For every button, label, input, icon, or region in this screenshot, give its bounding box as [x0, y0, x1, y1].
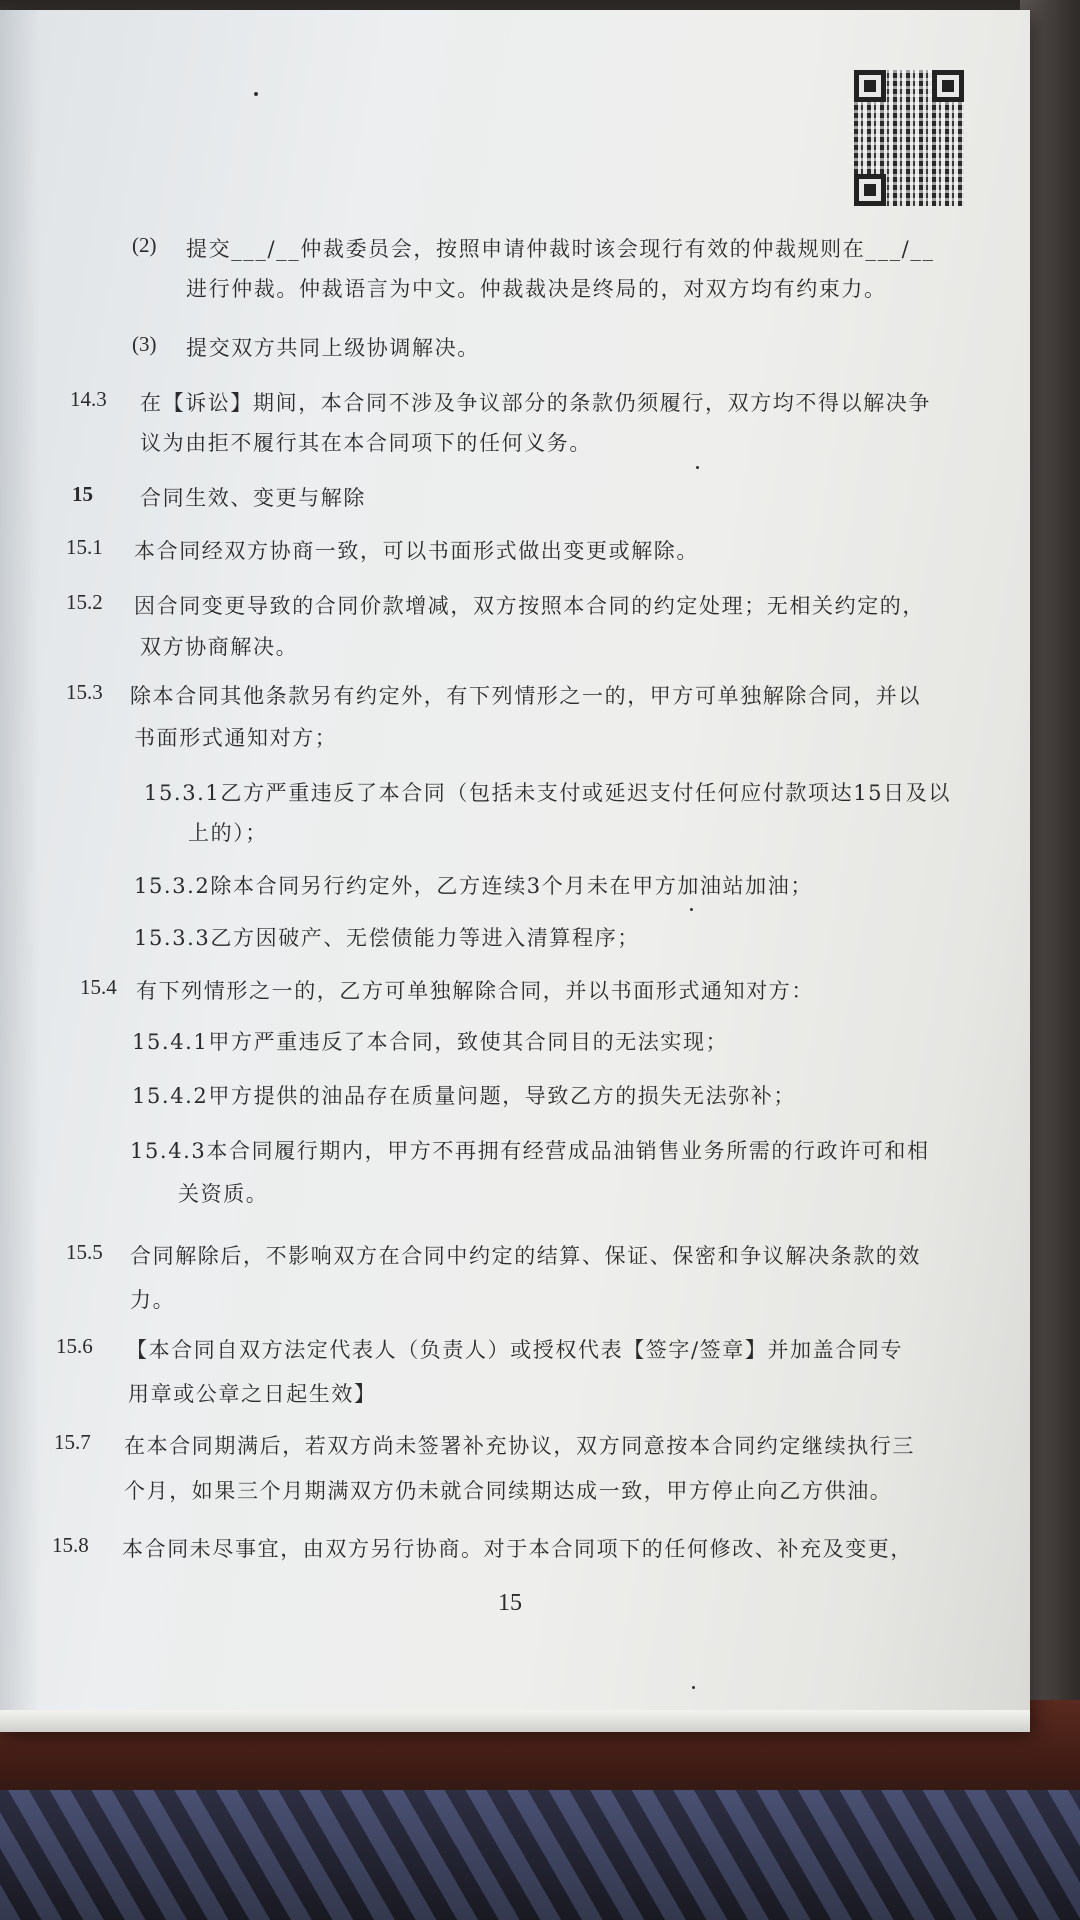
document-line: 15.3.3乙方因破产、无偿债能力等进入清算程序； [134, 926, 640, 950]
document-line: 本合同未尽事宜，由双方另行协商。对于本合同项下的任何修改、补充及变更， [122, 1537, 913, 1561]
document-line: 15.3.2除本合同另行约定外，乙方连续3个月未在甲方加油站加油； [134, 874, 813, 898]
clause-number: 15.5 [66, 1240, 103, 1264]
document-line: 有下列情形之一的，乙方可单独解除合同，并以书面形式通知对方： [136, 979, 814, 1003]
document-line: 15.4.2甲方提供的油品存在质量问题，导致乙方的损失无法弥补； [132, 1084, 796, 1108]
document-line: 在【诉讼】期间，本合同不涉及争议部分的条款仍须履行，双方均不得以解决争 [140, 391, 931, 415]
clause-number: 14.3 [70, 387, 107, 411]
cloth-background [0, 1790, 1080, 1920]
document-page [0, 10, 1030, 1730]
document-line: 提交___/__仲裁委员会，按照申请仲裁时该会现行有效的仲裁规则在___/__ [186, 237, 935, 261]
document-line: 15.3.1乙方严重违反了本合同（包括未支付或延迟支付任何应付款项达15日及以 [144, 781, 951, 805]
document-line: 双方协商解决。 [140, 635, 299, 659]
document-line: 个月，如果三个月期满双方仍未就合同续期达成一致，甲方停止向乙方供油。 [124, 1479, 893, 1503]
document-line: 书面形式通知对方； [134, 726, 338, 750]
clause-number: 15.8 [52, 1533, 89, 1557]
document-line: 除本合同其他条款另有约定外，有下列情形之一的，甲方可单独解除合同，并以 [130, 684, 921, 708]
document-line: 在本合同期满后，若双方尚未签署补充协议，双方同意按本合同约定继续执行三 [124, 1434, 915, 1458]
document-line: 【本合同自双方法定代表人（负责人）或授权代表【签字/签章】并加盖合同专 [126, 1338, 904, 1362]
clause-number: 15.4 [80, 975, 117, 999]
clause-number: (3) [132, 332, 157, 356]
section-heading: 合同生效、变更与解除 [140, 486, 366, 510]
document-line: 合同解除后，不影响双方在合同中约定的结算、保证、保密和争议解决条款的效 [130, 1244, 921, 1268]
clause-number: 15.3 [66, 680, 103, 704]
document-line: 用章或公章之日起生效】 [128, 1382, 377, 1406]
clause-number: 15.6 [56, 1334, 93, 1358]
clause-number: 15.1 [66, 535, 103, 559]
clause-number: 15.7 [54, 1430, 91, 1454]
page-number: 15 [498, 1590, 522, 1616]
document-line: 本合同经双方协商一致，可以书面形式做出变更或解除。 [134, 539, 699, 563]
section-number: 15 [72, 482, 93, 506]
qr-code [854, 70, 964, 206]
document-line: 进行仲裁。仲裁语言为中文。仲裁裁决是终局的，对双方均有约束力。 [186, 277, 887, 301]
document-line: 提交双方共同上级协调解决。 [186, 336, 480, 360]
document-line: 15.4.1甲方严重违反了本合同，致使其合同目的无法实现； [132, 1030, 729, 1054]
document-line: 议为由拒不履行其在本合同项下的任何义务。 [140, 431, 592, 455]
document-line: 因合同变更导致的合同价款增减，双方按照本合同的约定处理；无相关约定的， [134, 594, 925, 618]
document-line: 关资质。 [178, 1182, 269, 1206]
document-line: 上的）； [188, 821, 268, 845]
clause-number: (2) [132, 233, 157, 257]
clause-number: 15.2 [66, 590, 103, 614]
document-line: 15.4.3本合同履行期内，甲方不再拥有经营成品油销售业务所需的行政许可和相 [130, 1139, 930, 1163]
document-line: 力。 [130, 1288, 176, 1312]
